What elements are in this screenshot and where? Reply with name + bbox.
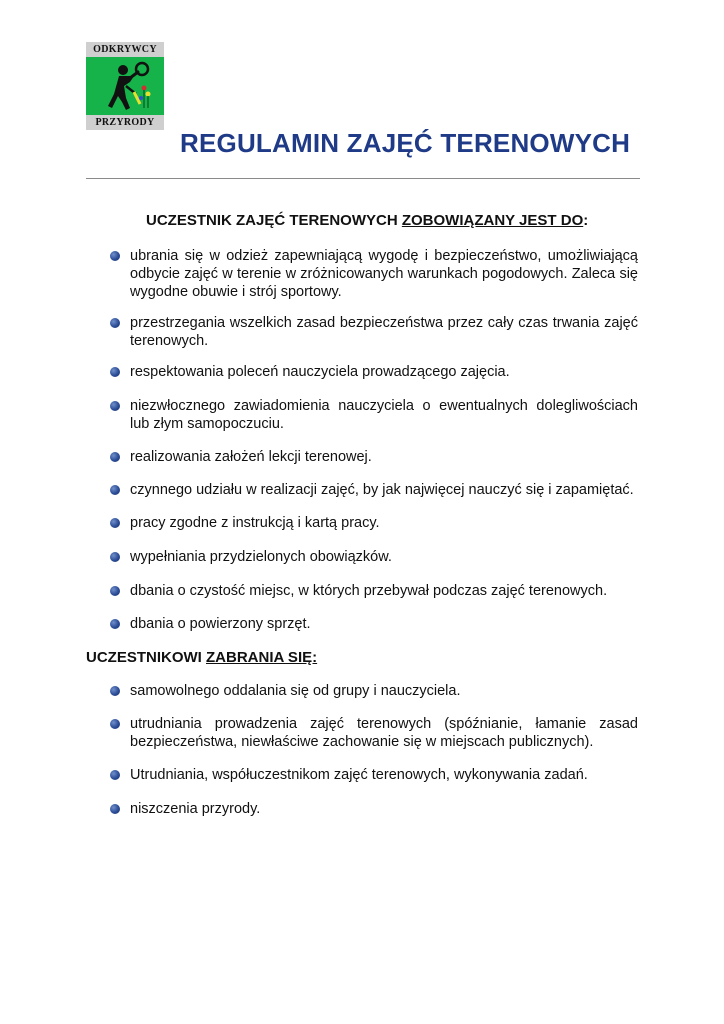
section1-heading-prefix: UCZESTNIK ZAJĘĆ TERENOWYCH <box>146 212 402 229</box>
list-item-text: samowolnego oddalania się od grupy i nauczyciela. <box>130 683 461 699</box>
list-item-text: dbania o powierzony sprzęt. <box>130 616 311 632</box>
logo-top-text: ODKRYWCY <box>86 42 164 57</box>
list-item-text: wypełniania przydzielonych obowiązków. <box>130 549 392 565</box>
section1-heading <box>146 212 588 229</box>
logo-bottom-text: PRZYRODY <box>86 115 164 130</box>
bullet-icon <box>110 318 120 328</box>
logo <box>86 42 164 130</box>
section2-heading-underlined: ZABRANIA SIĘ: <box>206 649 318 666</box>
bullet-icon <box>110 719 120 729</box>
title-divider <box>86 178 640 179</box>
list-item-text: respektowania poleceń nauczyciela prowadzącego zajęcia. <box>130 364 510 380</box>
bullet-icon <box>110 804 120 814</box>
list-item-text: dbania o czystość miejsc, w których przebywał podczas zajęć terenowych. <box>130 583 608 599</box>
bullet-icon <box>110 452 120 462</box>
bullet-icon <box>110 518 120 528</box>
list-item-text: utrudniania prowadzenia zajęć terenowych (spóźnianie, łamanie zasad bezpieczeństwa, niewłaściwe zachowanie się w miejscach publicznych). <box>130 716 638 750</box>
list-item-text: przestrzegania wszelkich zasad bezpieczeństwa przez cały czas trwania zajęć terenowych. <box>130 315 638 349</box>
section2-heading <box>86 649 317 666</box>
bullet-icon <box>110 401 120 411</box>
list-item-text: ubrania się w odzież zapewniającą wygodę i bezpieczeństwo, umożliwiającą odbycie zajęć w terenie w zróżnicowanych warunkach pogodowych. Zaleca się wygodne obuwie i strój sportowy. <box>130 248 638 300</box>
list-item-text: realizowania założeń lekcji terenowej. <box>130 449 372 465</box>
section1-heading-underlined: ZOBOWIĄZANY JEST DO <box>401 212 584 229</box>
list-item-text: czynnego udziału w realizacji zajęć, by jak najwięcej nauczyć się i zapamiętać. <box>130 482 634 498</box>
bullet-icon <box>110 770 120 780</box>
page-title: REGULAMIN ZAJĘĆ TERENOWYCH <box>180 128 631 158</box>
list-item-text: niszczenia przyrody. <box>130 801 261 817</box>
bullet-icon <box>110 552 120 562</box>
list-item-text: Utrudniania, współuczestnikom zajęć terenowych, wykonywania zadań. <box>130 767 588 783</box>
list-item-text: pracy zgodne z instrukcją i kartą pracy. <box>130 515 380 531</box>
bullet-icon <box>110 586 120 596</box>
bullet-icon <box>110 251 120 261</box>
bullet-icon <box>110 686 120 696</box>
section2-heading-prefix: UCZESTNIKOWI <box>86 649 206 666</box>
list-item-text: niezwłocznego zawiadomienia nauczyciela o ewentualnych dolegliwościach lub złym samopoczuciu. <box>130 398 638 432</box>
bullet-icon <box>110 485 120 495</box>
section1-heading-suffix: : <box>583 212 589 229</box>
bullet-icon <box>110 619 120 629</box>
bullet-icon <box>110 367 120 377</box>
